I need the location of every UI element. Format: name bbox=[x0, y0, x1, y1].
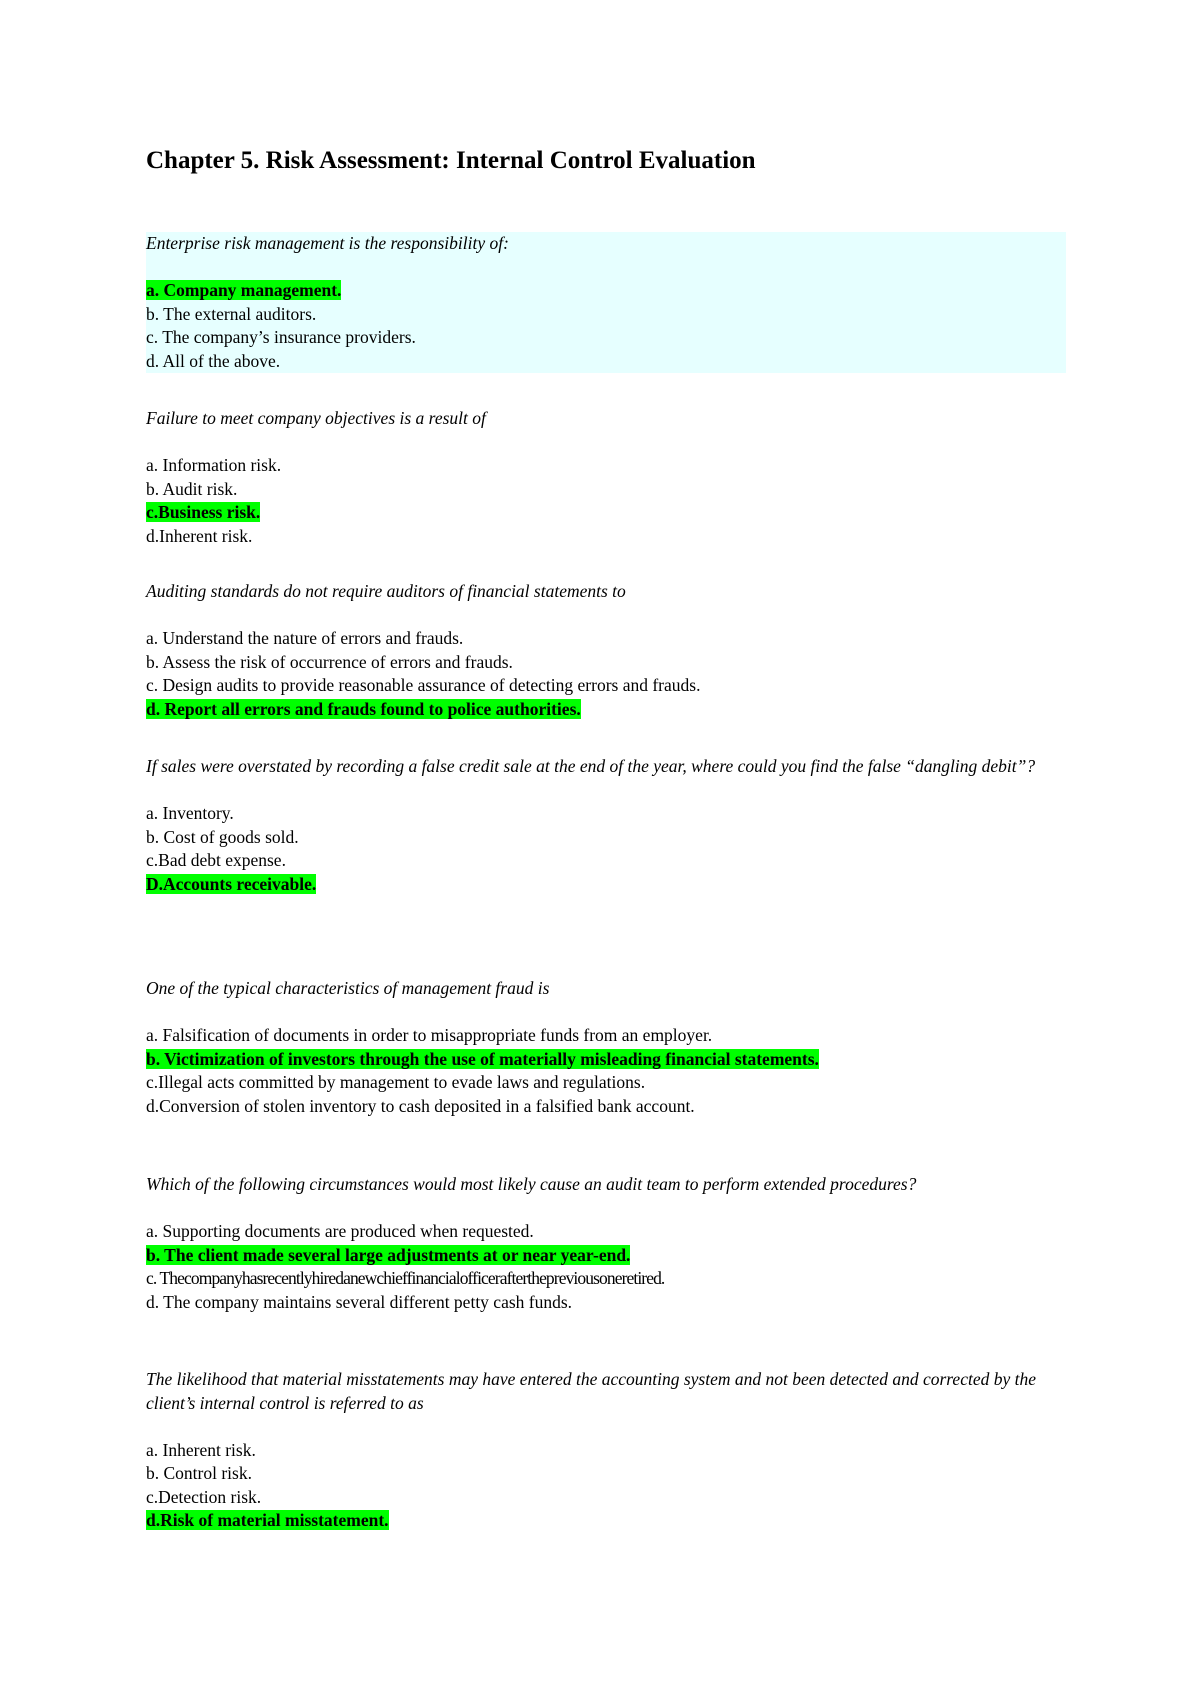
correct-answer: D.Accounts receivable. bbox=[146, 873, 317, 894]
answer-option: a. Inventory. bbox=[146, 803, 234, 823]
question-block-2 bbox=[146, 407, 1066, 548]
answer-option: b. Assess the risk of occurrence of errors and frauds. bbox=[146, 651, 513, 672]
answer-option: b. Control risk. bbox=[146, 1463, 252, 1483]
answer-options bbox=[146, 279, 1066, 373]
question-text: If sales were overstated by recording a false credit sale at the end of the year, where could you find the false “dangling debit”? bbox=[146, 756, 1036, 776]
question-text: Auditing standards do not require auditors of financial statements to bbox=[146, 581, 626, 601]
answer-option: a. Supporting documents are produced when requested. bbox=[146, 1221, 534, 1241]
answer-option: d. The company maintains several different petty cash funds. bbox=[146, 1291, 573, 1312]
answer-option: b. The external auditors. bbox=[146, 303, 317, 324]
question-block-5 bbox=[146, 977, 1066, 1118]
answer-options bbox=[146, 454, 1066, 548]
question-block-7 bbox=[146, 1368, 1066, 1533]
question-block-4 bbox=[146, 755, 1066, 896]
correct-answer: b. The client made several large adjustments at or near year-end. bbox=[146, 1244, 631, 1265]
chapter-title: Chapter 5. Risk Assessment: Internal Control Evaluation bbox=[146, 147, 756, 174]
answer-option: a. Information risk. bbox=[146, 455, 282, 475]
correct-answer: a. Company management. bbox=[146, 280, 342, 300]
answer-option: c. Design audits to provide reasonable assurance of detecting errors and frauds. bbox=[146, 675, 701, 695]
question-block-6 bbox=[146, 1173, 1066, 1314]
answer-option: c.Illegal acts committed by management to evade laws and regulations. bbox=[146, 1072, 646, 1092]
answer-option: d.Conversion of stolen inventory to cash deposited in a falsified bank account. bbox=[146, 1095, 695, 1116]
question-block-3 bbox=[146, 580, 1066, 721]
answer-options bbox=[146, 1024, 1066, 1118]
answer-option: b. Audit risk. bbox=[146, 478, 238, 499]
question-block-1 bbox=[146, 232, 1066, 373]
answer-option: d.Inherent risk. bbox=[146, 525, 253, 546]
answer-option: c.Bad debt expense. bbox=[146, 850, 286, 870]
answer-option: a. Falsification of documents in order to misappropriate funds from an employer. bbox=[146, 1025, 713, 1045]
correct-answer: b. Victimization of investors through the use of materially misleading financial statements. bbox=[146, 1048, 819, 1069]
answer-option: d. All of the above. bbox=[146, 350, 281, 371]
answer-option: c.Detection risk. bbox=[146, 1486, 262, 1507]
answer-option: c. The company’s insurance providers. bbox=[146, 327, 416, 347]
answer-option: a. Understand the nature of errors and frauds. bbox=[146, 628, 464, 648]
answer-options bbox=[146, 1439, 1066, 1533]
correct-answer: d.Risk of material misstatement. bbox=[146, 1510, 389, 1530]
question-text: Which of the following circumstances would most likely cause an audit team to perform extended procedures? bbox=[146, 1174, 917, 1194]
correct-answer: c.Business risk. bbox=[146, 502, 261, 522]
question-text: Failure to meet company objectives is a result of bbox=[146, 408, 486, 428]
answer-option: b. Cost of goods sold. bbox=[146, 826, 299, 847]
question-text: The likelihood that material misstatements may have entered the accounting system and not been detected and corrected by the client’s internal control is referred to as bbox=[146, 1369, 1036, 1413]
question-text: Enterprise risk management is the responsibility of: bbox=[146, 233, 509, 253]
correct-answer: d. Report all errors and frauds found to police authorities. bbox=[146, 698, 581, 719]
answer-options bbox=[146, 802, 1066, 896]
answer-option: a. Inherent risk. bbox=[146, 1439, 256, 1460]
answer-option: c. Thecompanyhasrecentlyhiredanewchieffinancialofficerafterthepreviousoneretired. bbox=[146, 1268, 665, 1288]
question-text: One of the typical characteristics of management fraud is bbox=[146, 978, 550, 998]
answer-options bbox=[146, 1220, 1066, 1314]
answer-options bbox=[146, 627, 1066, 721]
